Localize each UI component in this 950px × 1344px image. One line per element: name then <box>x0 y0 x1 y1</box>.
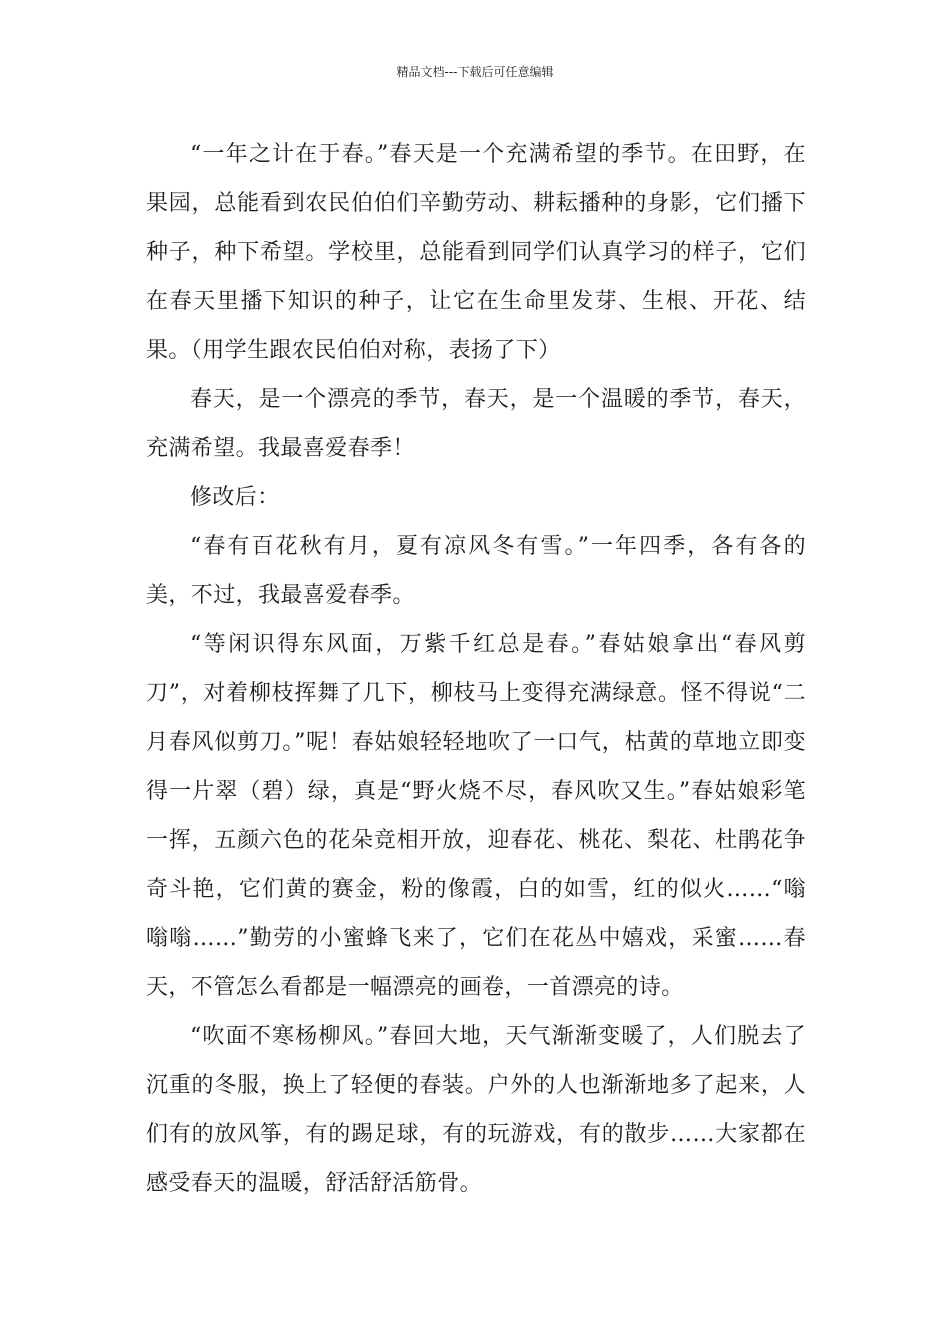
paragraph-1: “一年之计在于春。”春天是一个充满希望的季节。在田野，在果园，总能看到农民伯伯们辛勤劳动、耕耘播种的身影，它们播下种子，种下希望。学校里，总能看到同学们认真学习的样子，它们在春天里播下知识的种子，让它在生命里发芽、生根、开花、结果。（用学生跟农民伯伯对称，表扬了下） <box>146 142 806 363</box>
paragraph-revised-heading: 修改后： <box>190 485 280 510</box>
paragraph-5: “吹面不寒杨柳风。”春回大地，天气渐渐变暖了，人们脱去了沉重的冬服，换上了轻便的春装。户外的人也渐渐地多了起来，人们有的放风筝，有的踢足球，有的玩游戏，有的散步……大家都在感受春天的温暖，舒活舒活筋骨。 <box>146 1024 806 1196</box>
paragraph-3: “春有百花秋有月，夏有凉风冬有雪。”一年四季，各有各的美，不过，我最喜爱春季。 <box>146 534 806 608</box>
document-body <box>146 130 806 1208</box>
paragraph-4: “等闲识得东风面，万紫千红总是春。”春姑娘拿出“春风剪刀”，对着柳枝挥舞了几下，柳枝马上变得充满绿意。怪不得说“二月春风似剪刀。”呢！春姑娘轻轻地吹了一口气，枯黄的草地立即变得一片翠（碧）绿，真是“野火烧不尽，春风吹又生。”春姑娘彩笔一挥，五颜六色的花朵竞相开放，迎春花、桃花、梨花、杜鹃花争奇斗艳，它们黄的赛金，粉的像霞，白的如雪，红的似火……“嗡嗡嗡……”勤劳的小蜜蜂飞来了，它们在花丛中嬉戏，采蜜……春天，不管怎么看都是一幅漂亮的画卷，一首漂亮的诗。 <box>146 632 806 1000</box>
page-header: 精品文档---下载后可任意编辑 <box>396 65 554 79</box>
paragraph-2: 春天，是一个漂亮的季节，春天，是一个温暖的季节，春天，充满希望。我最喜爱春季！ <box>146 387 806 461</box>
